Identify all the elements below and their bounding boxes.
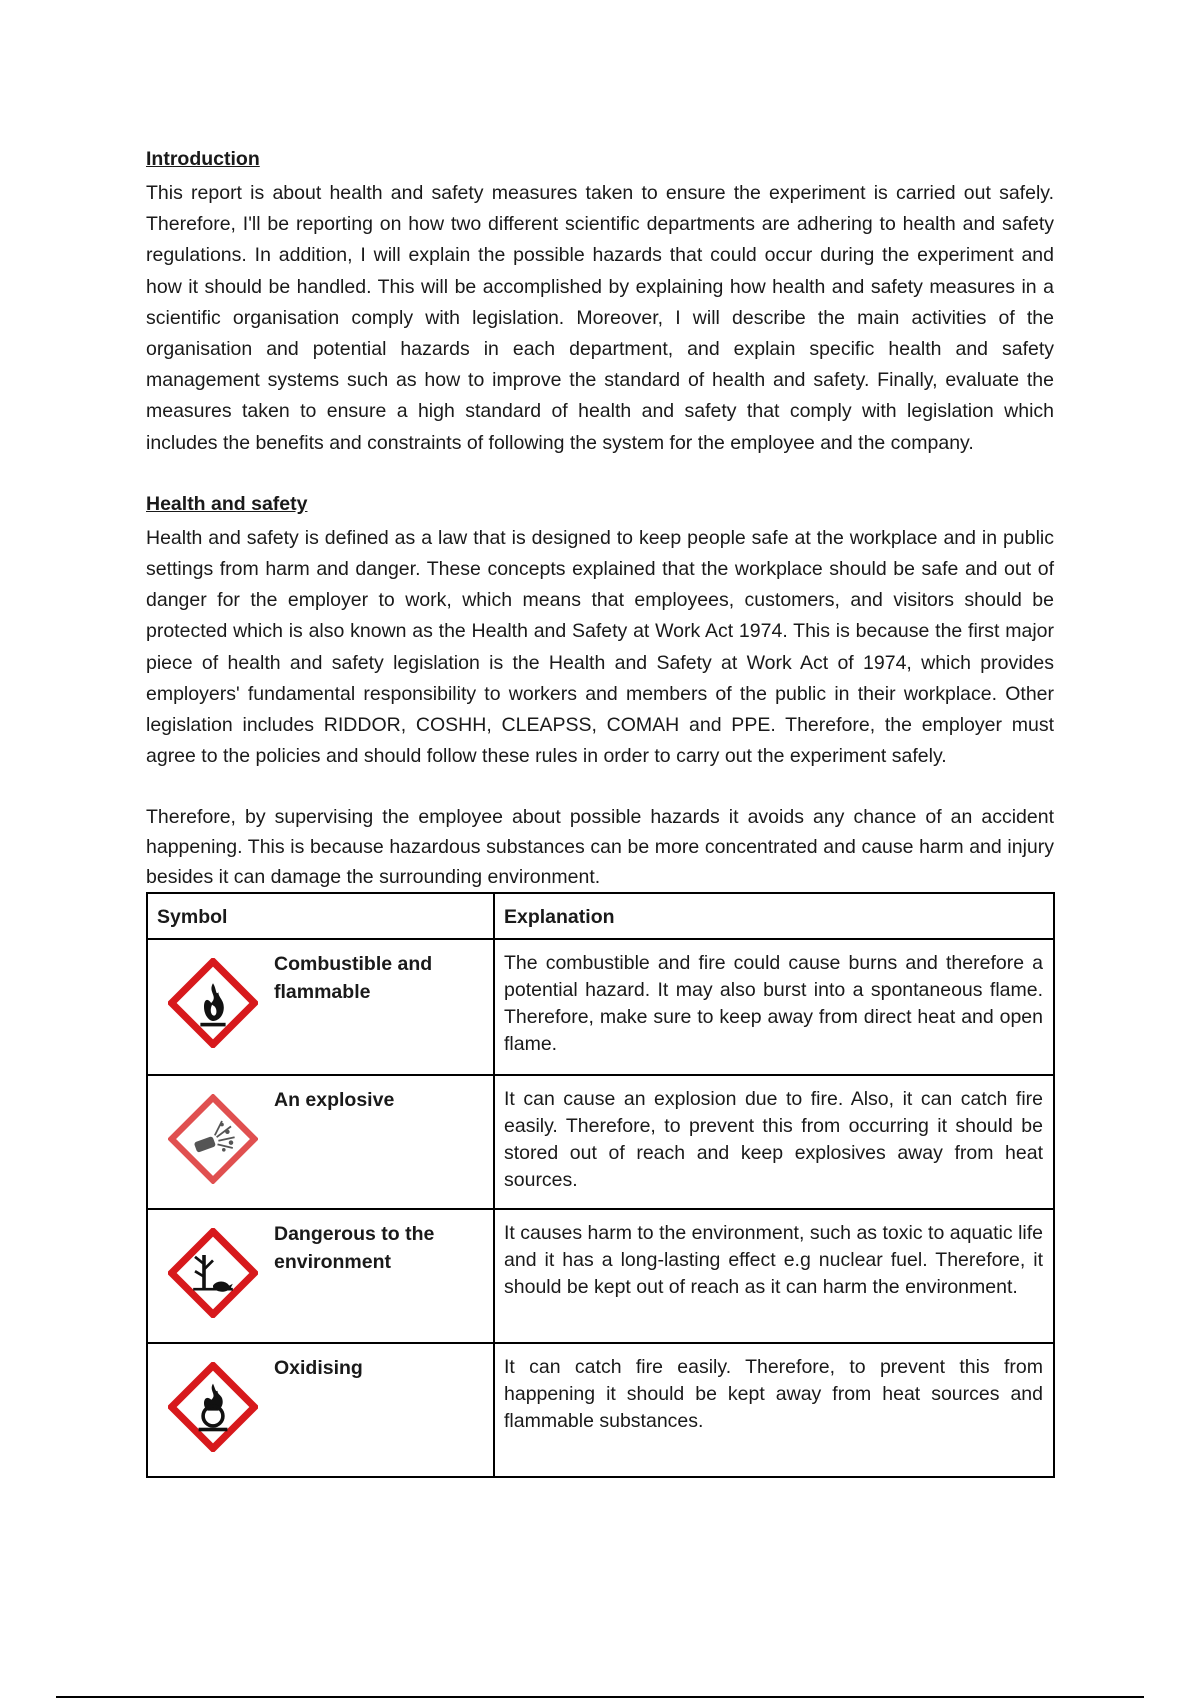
explosive-icon: [168, 1094, 258, 1184]
symbol-cell: [147, 1343, 494, 1477]
introduction-paragraph: This report is about health and safety measures taken to ensure the experiment is carried out safely. Therefore, I'll be reporting on how two different scientific departments are adhering to health and safety regulations. In addition, I will explain the possible hazards that could occur during the experiment and how it should be handled. This will be accomplished by explaining how health and safety measures in a scientific organisation comply with legislation. Moreover, I will describe the main activities of the organisation and potential hazards in each department, and explain specific health and safety management systems such as how to improve the standard of health and safety. Finally, evaluate the measures taken to ensure a high standard of health and safety that comply with legislation which includes the benefits and constraints of following the system for the employee and the company.: [146, 182, 1054, 454]
explanation-text: It causes harm to the environment, such as toxic to aquatic life and it has a long-lasting effect e.g nuclear fuel. Therefore, it should be kept out of reach as it can harm the environment.: [504, 1222, 1043, 1299]
health-safety-heading: Health and safety: [146, 492, 308, 515]
symbol-label: An explosive: [274, 1089, 395, 1112]
environment-hazard-icon: [168, 1228, 258, 1318]
symbol-cell: [147, 939, 494, 1075]
document-page: [146, 146, 1054, 1478]
symbol-label: Oxidising: [274, 1357, 363, 1380]
explanation-text: It can catch fire easily. Therefore, to prevent this from happening it should be kept away from heat sources and flammable substances.: [504, 1356, 1043, 1433]
supervision-paragraph: Therefore, by supervising the employee about possible hazards it avoids any chance of an accident happening. This is because hazardous substances can be more concentrated and cause harm and injury besides it can damage the surrounding environment.: [146, 806, 1054, 889]
explanation-cell: [494, 939, 1054, 1075]
table-row: [147, 939, 1054, 1075]
table-row: [147, 1209, 1054, 1343]
symbol-label: Combustible and flammable: [274, 953, 433, 1004]
table-row: [147, 1343, 1054, 1477]
explanation-cell: [494, 1209, 1054, 1343]
explanation-cell: [494, 1075, 1054, 1209]
table-row: [147, 1075, 1054, 1209]
explanation-text: It can cause an explosion due to fire. Also, it can catch fire easily. Therefore, to prevent this from occurring it should be stored out of reach and keep explosives away from heat sources.: [504, 1088, 1043, 1192]
explanation-cell: [494, 1343, 1054, 1477]
introduction-heading: Introduction: [146, 148, 260, 170]
symbol-column-header: Symbol: [147, 893, 494, 939]
symbol-cell: [147, 1075, 494, 1209]
symbol-cell: [147, 1209, 494, 1343]
flammable-icon: [168, 958, 258, 1048]
footer-divider: [56, 1696, 1144, 1698]
explanation-text: The combustible and fire could cause burns and therefore a potential hazard. It may also burst into a spontaneous flame. Therefore, make sure to keep away from direct heat and open flame.: [504, 952, 1043, 1056]
oxidising-icon: [168, 1362, 258, 1452]
explanation-column-header: Explanation: [494, 893, 1054, 939]
table-header-row: [147, 893, 1054, 939]
hazard-symbol-table: [146, 892, 1055, 1478]
health-safety-paragraph: Health and safety is defined as a law that is designed to keep people safe at the workplace and in public settings from harm and danger. These concepts explained that the workplace should be safe and out of danger for the employer to work, which means that employees, customers, and visitors should be protected which is also known as the Health and Safety at Work Act 1974. This is because the first major piece of health and safety legislation is the Health and Safety at Work Act of 1974, which provides employers' fundamental responsibility to workers and members of the public in their workplace. Other legislation includes RIDDOR, COSHH, CLEAPSS, COMAH and PPE. Therefore, the employer must agree to the policies and should follow these rules in order to carry out the experiment safely.: [146, 526, 1054, 768]
symbol-label: Dangerous to the environment: [274, 1223, 435, 1274]
